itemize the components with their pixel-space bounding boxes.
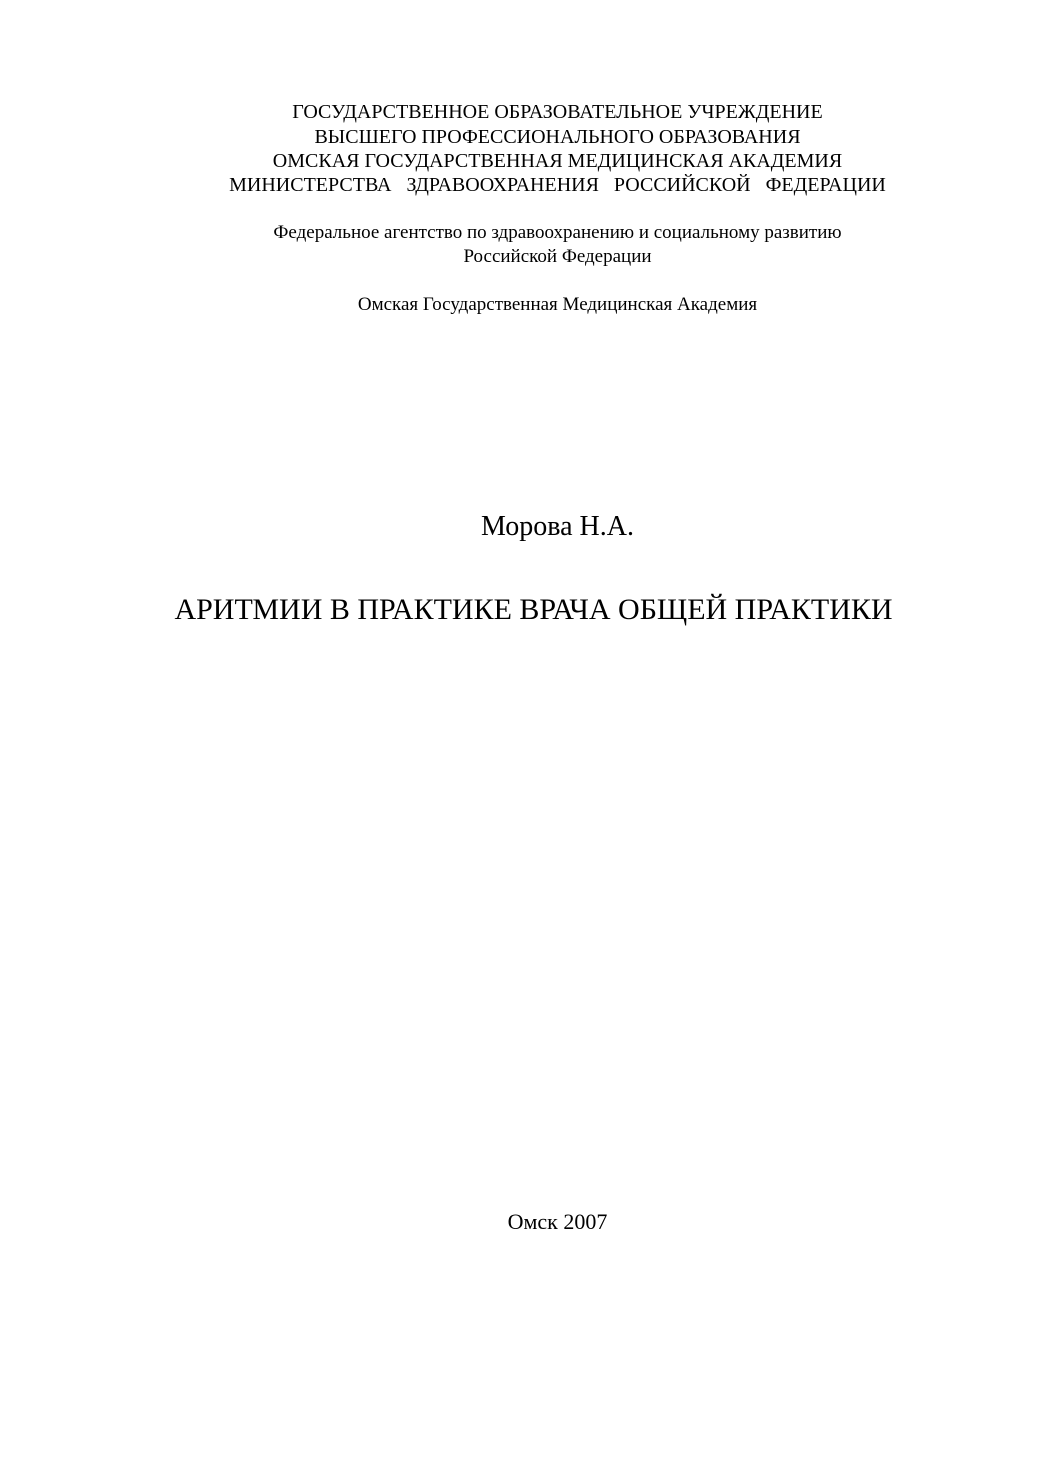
author-name: Морова Н.А. xyxy=(481,511,634,542)
institution-line-3: ОМСКАЯ ГОСУДАРСТВЕННАЯ МЕДИЦИНСКАЯ АКАДЕМИЯ xyxy=(272,150,843,172)
institution-line-2: ВЫСШЕГО ПРОФЕССИОНАЛЬНОГО ОБРАЗОВАНИЯ xyxy=(314,126,801,148)
agency-line-1: Федеральное агентство по здравоохранению и социальному развитию xyxy=(273,222,842,243)
academy-name: Омская Государственная Медицинская Академия xyxy=(357,294,758,315)
document-title: АРИТМИИ В ПРАКТИКЕ ВРАЧА ОБЩЕЙ ПРАКТИКИ xyxy=(174,593,893,626)
place-year: Омск 2007 xyxy=(507,1209,608,1234)
agency-line-2: Российской Федерации xyxy=(463,246,652,267)
institution-line-4: МИНИСТЕРСТВА ЗДРАВООХРАНЕНИЯ РОССИЙСКОЙ ФЕДЕРАЦИИ xyxy=(229,174,886,196)
institution-line-1: ГОСУДАРСТВЕННОЕ ОБРАЗОВАТЕЛЬНОЕ УЧРЕЖДЕНИЕ xyxy=(292,101,823,123)
